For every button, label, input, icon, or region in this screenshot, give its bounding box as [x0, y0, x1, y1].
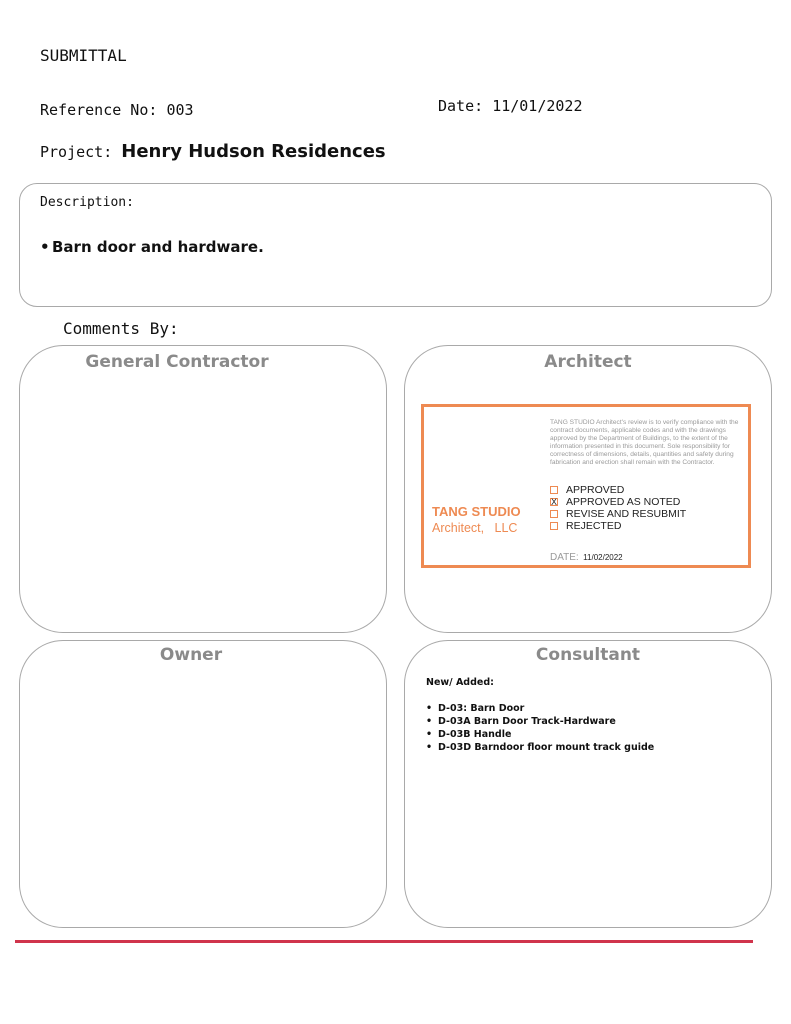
- consultant-list: [426, 702, 654, 754]
- footer-rule: [15, 940, 753, 943]
- consultant-title: Consultant: [535, 645, 641, 665]
- date-field: [438, 97, 583, 115]
- stamp-date-value: 11/02/2022: [583, 553, 623, 562]
- description-item: • Barn door and hardware.: [40, 238, 264, 256]
- consultant-item: • D-03A Barn Door Track-Hardware: [426, 715, 654, 728]
- consultant-item: • D-03B Handle: [426, 728, 654, 741]
- consultant-heading: New/ Added:: [426, 677, 494, 688]
- option-approved: [550, 484, 624, 496]
- option-approved-as-noted: [550, 496, 680, 508]
- general-contractor-title: General Contractor: [85, 352, 269, 372]
- checkbox-rejected[interactable]: [550, 522, 558, 530]
- stamp-date-label: DATE:: [550, 552, 579, 563]
- date-value: 11/01/2022: [492, 97, 583, 115]
- comments-label: Comments By:: [63, 319, 179, 338]
- owner-panel: [19, 640, 387, 928]
- checkbox-approved-as-noted[interactable]: X: [551, 497, 558, 507]
- review-stamp: [421, 404, 751, 568]
- stamp-note: TANG STUDIO Architect's review is to verify compliance with the contract documents, applicable codes and with the drawings approved by the Department of Buildings, to the extent of the information presented in this document. Sole responsibility for correctness of dimensions, details, quantities and safety during fabrication and erection shall remain with the Contractor.: [550, 419, 739, 466]
- description-label: Description:: [40, 195, 134, 210]
- option-revise-resubmit: [550, 508, 686, 520]
- checkbox-approved[interactable]: [550, 486, 558, 494]
- reference-value: 003: [166, 101, 194, 119]
- project-field: [40, 141, 386, 162]
- option-rejected: [550, 520, 621, 532]
- option-label: APPROVED AS NOTED: [566, 496, 681, 508]
- checkbox-revise-resubmit[interactable]: [550, 510, 558, 518]
- reference-label: Reference No:: [40, 101, 158, 119]
- description-list: [40, 238, 264, 256]
- owner-title: Owner: [159, 645, 223, 665]
- stamp-firm-sub: Architect, LLC: [432, 521, 518, 535]
- consultant-item: • D-03: Barn Door: [426, 702, 654, 715]
- general-contractor-panel: [19, 345, 387, 633]
- project-value: Henry Hudson Residences: [121, 141, 386, 162]
- reference-field: [40, 101, 194, 119]
- consultant-panel: [404, 640, 772, 928]
- option-label: APPROVED: [566, 484, 625, 496]
- description-panel: [19, 183, 772, 307]
- stamp-date: [550, 547, 623, 565]
- option-label: REVISE AND RESUBMIT: [566, 508, 687, 520]
- option-label: REJECTED: [566, 520, 622, 532]
- consultant-item: • D-03D Barndoor floor mount track guide: [426, 741, 654, 754]
- project-label: Project:: [40, 143, 113, 161]
- architect-title: Architect: [544, 352, 632, 372]
- architect-panel: [404, 345, 772, 633]
- date-label: Date:: [438, 97, 484, 115]
- stamp-firm-name: TANG STUDIO: [432, 504, 521, 519]
- document-title: SUBMITTAL: [40, 46, 127, 65]
